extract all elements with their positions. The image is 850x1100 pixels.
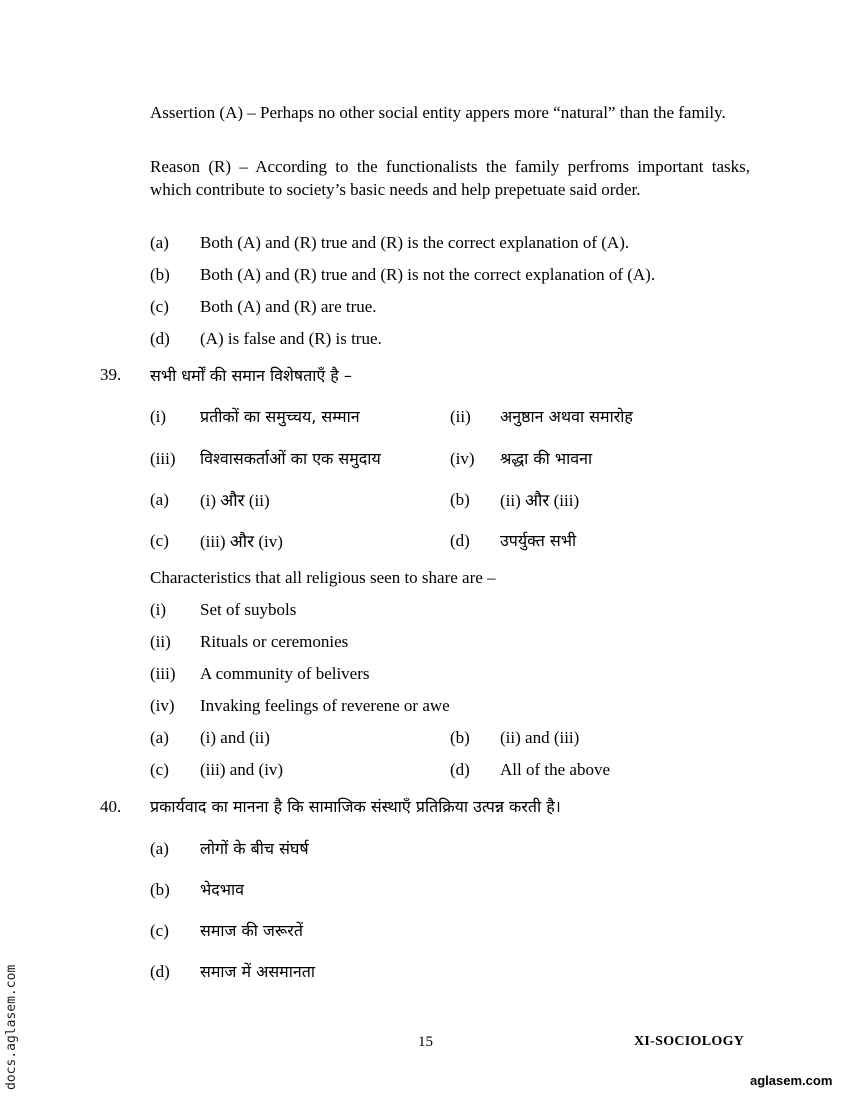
option-label: (b) xyxy=(450,728,470,747)
item-text: श्रद्धा की भावना xyxy=(500,449,593,468)
option-label: (d) xyxy=(450,531,470,550)
option-label: (d) xyxy=(150,329,170,348)
option-label: (d) xyxy=(150,962,170,981)
option-label: (c) xyxy=(150,531,169,550)
item-text: प्रतीकों का समुच्चय, सम्मान xyxy=(200,407,360,426)
item-label: (i) xyxy=(150,600,167,619)
option-text: उपर्युक्त सभी xyxy=(500,531,577,550)
option-label: (d) xyxy=(450,760,470,779)
option-text: (A) is false and (R) is true. xyxy=(200,329,382,348)
option-text: (i) and (ii) xyxy=(200,728,270,747)
option-text: लोगों के बीच संघर्ष xyxy=(200,839,309,858)
item-label: (iii) xyxy=(150,449,176,468)
option-label: (c) xyxy=(150,921,169,940)
question-text-english: Characteristics that all religious seen to share are – xyxy=(150,568,496,587)
option-text: समाज की जरूरतें xyxy=(200,921,303,940)
option-text: (iii) और (iv) xyxy=(200,532,283,551)
item-label: (iii) xyxy=(150,664,176,683)
question-text-hindi: प्रकार्यवाद का मानना है कि सामाजिक संस्थाएँ प्रतिक्रिया उत्पन्न करती है। xyxy=(150,797,561,816)
watermark: docs.aglasem.com xyxy=(4,964,19,1090)
item-label: (ii) xyxy=(150,632,171,651)
option-text: (iii) and (iv) xyxy=(200,760,284,779)
option-text: भेदभाव xyxy=(200,880,245,899)
option-label: (b) xyxy=(150,880,170,899)
option-text: Both (A) and (R) true and (R) is not the correct explanation of (A). xyxy=(200,265,656,284)
item-label: (i) xyxy=(150,407,167,426)
item-text: A community of belivers xyxy=(200,664,370,683)
option-text: (ii) and (iii) xyxy=(500,728,580,747)
item-text: Set of suybols xyxy=(200,600,297,619)
option-label: (c) xyxy=(150,760,169,779)
option-label: (b) xyxy=(450,490,470,509)
brand-logo-text: aglasem.com xyxy=(750,1073,833,1088)
subject-code: XI-SOCIOLOGY xyxy=(634,1034,745,1049)
option-text: (ii) और (iii) xyxy=(500,491,580,510)
item-text: विश्वासकर्ताओं का एक समुदाय xyxy=(200,449,381,468)
option-label: (a) xyxy=(150,728,169,747)
question-number: 39. xyxy=(100,365,122,384)
option-text: Both (A) and (R) are true. xyxy=(200,297,377,316)
option-label: (c) xyxy=(150,297,169,316)
option-text: (i) और (ii) xyxy=(200,491,270,510)
question-text-hindi: सभी धर्मों की समान विशेषताएँ है – xyxy=(150,366,352,385)
item-label: (ii) xyxy=(450,407,471,426)
assertion-text: Assertion (A) – Perhaps no other social entity appers more “natural” than the family. xyxy=(150,103,726,122)
option-text: All of the above xyxy=(500,760,610,779)
option-label: (a) xyxy=(150,233,169,252)
page-number: 15 xyxy=(418,1034,433,1050)
option-text: Both (A) and (R) true and (R) is the correct explanation of (A). xyxy=(200,233,630,252)
reason-text: Reason (R) – According to the functionalists the family perfroms important tasks, which contribute to society’s basic needs and help prepetuate said order. xyxy=(150,157,750,199)
item-label: (iv) xyxy=(450,449,475,468)
item-label: (iv) xyxy=(150,696,175,715)
item-text: अनुष्ठान अथवा समारोह xyxy=(500,407,633,426)
option-label: (b) xyxy=(150,265,170,284)
question-number: 40. xyxy=(100,797,122,816)
option-label: (a) xyxy=(150,490,169,509)
option-text: समाज में असमानता xyxy=(200,962,316,981)
option-label: (a) xyxy=(150,839,169,858)
item-text: Rituals or ceremonies xyxy=(200,632,349,651)
item-text: Invaking feelings of reverene or awe xyxy=(200,696,450,715)
